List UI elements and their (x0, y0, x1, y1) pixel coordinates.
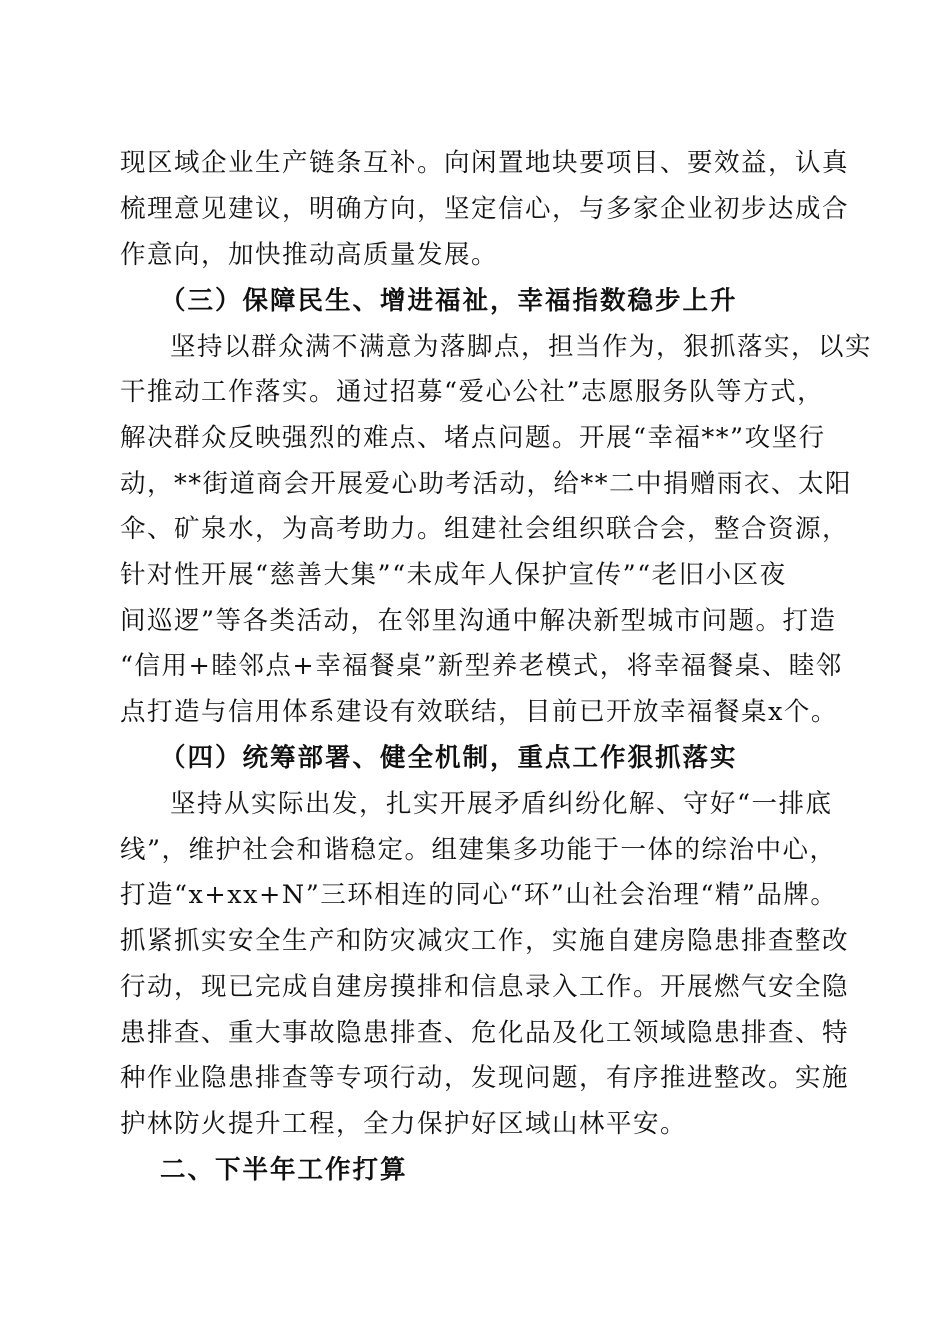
body-text-line: 梳理意见建议，明确方向，坚定信心，与多家企业初步达成合 (120, 194, 850, 224)
body-text-line: 动，**街道商会开展爱心助考活动，给**二中捐赠雨衣、太阳 (120, 469, 853, 499)
body-text-line: 点打造与信用体系建设有效联结，目前已开放幸福餐桌x个。 (120, 697, 838, 727)
body-text-line: 作意向，加快推动高质量发展。 (120, 240, 499, 270)
body-text-line: 种作业隐患排查等专项行动，发现问题，有序推进整改。实施 (120, 1063, 850, 1093)
chapter-heading-2: 二、下半年工作打算 (160, 1155, 408, 1185)
section-heading-4: （四）统筹部署、健全机制，重点工作狠抓落实 (160, 743, 738, 773)
body-text-line: 间巡逻”等各类活动，在邻里沟通中解决新型城市问题。打造 (120, 606, 837, 636)
body-text-line: 伞、矿泉水，为高考助力。组建社会组织联合会，整合资源， (120, 514, 850, 544)
section-heading-3: （三）保障民生、增进福祉，幸福指数稳步上升 (160, 286, 738, 316)
body-text-line: 解决群众反映强烈的难点、堵点问题。开展“幸福**”攻坚行 (120, 423, 826, 453)
paragraph-start-line: 坚持从实际出发，扎实开展矛盾纠纷化解、守好“一排底 (170, 789, 833, 819)
body-text-line: 干推动工作落实。通过招募“爱心公社”志愿服务队等方式， (120, 377, 825, 407)
body-text-line: 针对性开展“慈善大集”“未成年人保护宣传”“老旧小区夜 (120, 560, 787, 590)
paragraph-start-line: 坚持以群众满不满意为落脚点，担当作为，狠抓落实，以实 (170, 332, 873, 362)
body-text-line: 行动，现已完成自建房摸排和信息录入工作。开展燃气安全隐 (120, 972, 850, 1002)
body-text-line: 护林防火提升工程，全力保护好区域山林平安。 (120, 1109, 688, 1139)
body-text-line: “信用+睦邻点+幸福餐桌”新型养老模式，将幸福餐桌、睦邻 (120, 651, 843, 681)
body-text-line: 患排查、重大事故隐患排查、危化品及化工领域隐患排查、特 (120, 1018, 850, 1048)
body-text-line: 抓紧抓实安全生产和防灾减灾工作，实施自建房隐患排查整改 (120, 926, 850, 956)
body-text-line: 打造“x+xx+N”三环相连的同心“环”山社会治理“精”品牌。 (120, 880, 838, 910)
body-text-line: 线”，维护社会和谐稳定。组建集多功能于一体的综治中心， (120, 835, 837, 865)
body-text-line: 现区域企业生产链条互补。向闲置地块要项目、要效益，认真 (120, 148, 850, 178)
